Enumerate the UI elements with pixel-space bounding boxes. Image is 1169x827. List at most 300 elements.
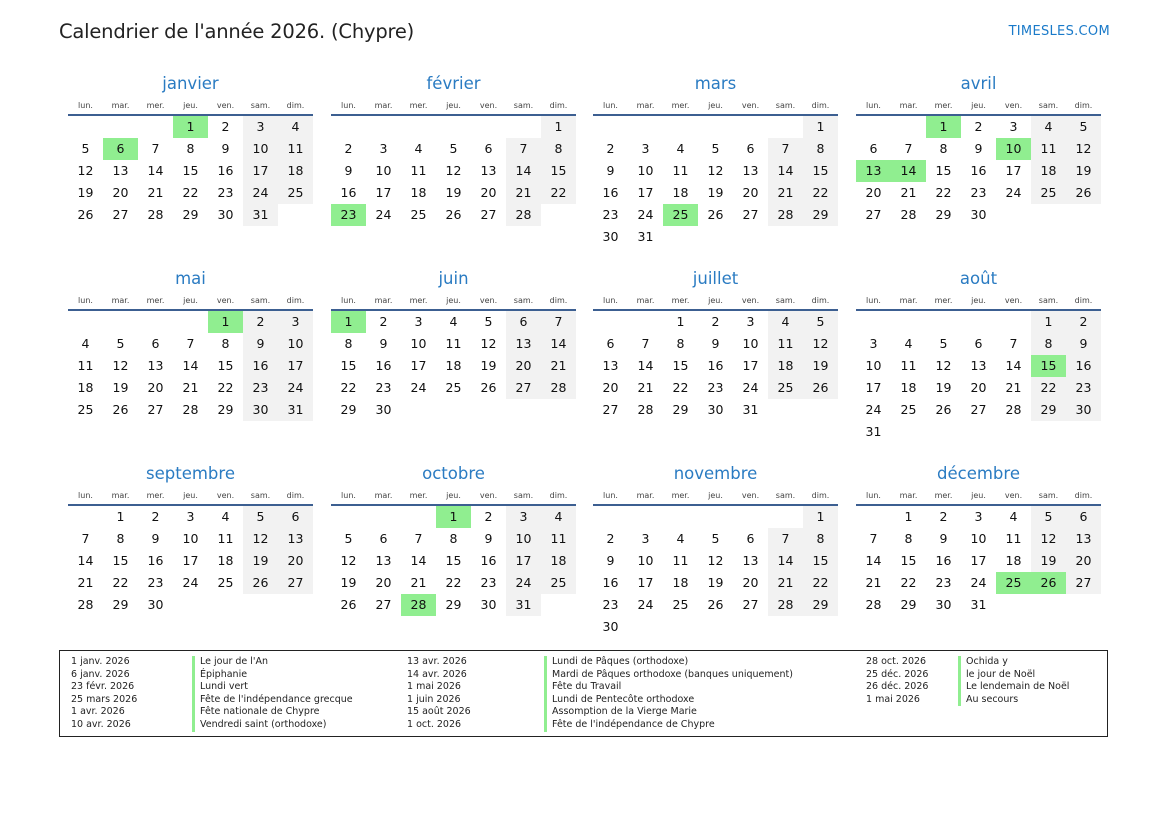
month-title: décembre: [937, 464, 1020, 483]
weekday-label: ven.: [741, 100, 760, 110]
weekday-label: jeu.: [971, 100, 986, 110]
day-cell: 4: [221, 509, 230, 524]
weekday-label: lun.: [866, 490, 881, 500]
empty-cell: [366, 116, 401, 138]
day-cell: 21: [1005, 380, 1022, 395]
day-cell: 28: [77, 597, 94, 612]
day-cell: 1: [541, 116, 576, 138]
day-cell: 28: [1005, 402, 1022, 417]
day-cell: 14: [637, 358, 654, 373]
empty-cell: [103, 116, 138, 138]
weekday-header: [593, 291, 838, 309]
weekday-label: ven.: [1004, 295, 1023, 305]
empty-cell: [68, 311, 103, 333]
empty-cell: [401, 116, 436, 138]
day-cell: 17: [637, 575, 654, 590]
day-cell: 13: [602, 358, 619, 373]
day-cell: 3: [869, 336, 878, 351]
day-cell: 12: [803, 333, 838, 355]
day-cell: 16: [935, 553, 952, 568]
day-cell: 17: [506, 550, 541, 572]
holiday-day-cell: 1: [926, 116, 961, 138]
day-cell: 8: [221, 336, 230, 351]
weekday-label: dim.: [286, 100, 305, 110]
day-cell: 7: [186, 336, 195, 351]
day-cell: 14: [506, 160, 541, 182]
day-cell: 16: [1066, 355, 1101, 377]
day-cell: 15: [900, 553, 917, 568]
empty-cell: [68, 506, 103, 528]
day-cell: 16: [480, 553, 497, 568]
day-cell: 9: [606, 163, 615, 178]
day-cell: 30: [1066, 399, 1101, 421]
day-cell: 22: [217, 380, 234, 395]
day-cell: 6: [1066, 506, 1101, 528]
holiday-day-cell: 28: [401, 594, 436, 616]
day-cell: 18: [1031, 160, 1066, 182]
empty-cell: [698, 116, 733, 138]
day-cell: 26: [445, 207, 462, 222]
legend-date: 1 juin 2026: [407, 693, 461, 705]
day-cell: 11: [278, 138, 313, 160]
day-cell: 26: [707, 597, 724, 612]
weekday-label: mer.: [409, 295, 428, 305]
day-cell: 27: [147, 402, 164, 417]
day-cell: 29: [803, 594, 838, 616]
weekday-label: jeu.: [183, 100, 198, 110]
weekday-label: lun.: [78, 295, 93, 305]
day-cell: 9: [221, 141, 230, 156]
day-cell: 31: [742, 402, 759, 417]
day-cell: 8: [803, 138, 838, 160]
day-cell: 26: [340, 597, 357, 612]
site-link[interactable]: TIMESLES.COM: [1008, 24, 1110, 39]
day-cell: 14: [182, 358, 199, 373]
day-cell: 16: [970, 163, 987, 178]
day-cell: 18: [410, 185, 427, 200]
day-cell: 29: [1031, 399, 1066, 421]
day-cell: 10: [865, 358, 882, 373]
day-cell: 24: [243, 182, 278, 204]
empty-cell: [506, 116, 541, 138]
day-cell: 17: [637, 185, 654, 200]
day-cell: 29: [340, 402, 357, 417]
day-cell: 31: [637, 229, 654, 244]
day-cell: 26: [935, 402, 952, 417]
day-cell: 2: [1066, 311, 1101, 333]
empty-cell: [996, 311, 1031, 333]
empty-cell: [768, 506, 803, 528]
day-cell: 10: [742, 336, 759, 351]
day-cell: 22: [340, 380, 357, 395]
page-title: Calendrier de l'année 2026. (Chypre): [59, 20, 415, 43]
day-cell: 6: [506, 311, 541, 333]
day-cell: 25: [768, 377, 803, 399]
day-cell: 23: [243, 377, 278, 399]
weekday-label: ven.: [741, 490, 760, 500]
month-block: [331, 268, 576, 421]
day-cell: 15: [340, 358, 357, 373]
weekday-label: ven.: [1004, 490, 1023, 500]
day-cell: 2: [606, 531, 615, 546]
day-cell: 3: [379, 141, 388, 156]
day-grid: [593, 506, 838, 638]
day-cell: 29: [217, 402, 234, 417]
day-cell: 22: [541, 182, 576, 204]
weekday-label: sam.: [775, 490, 796, 500]
weekday-label: mer.: [146, 295, 165, 305]
weekday-label: dim.: [1074, 490, 1093, 500]
day-cell: 29: [112, 597, 129, 612]
day-cell: 30: [935, 597, 952, 612]
legend-dates-column: [866, 656, 928, 706]
day-cell: 23: [707, 380, 724, 395]
day-cell: 20: [278, 550, 313, 572]
day-cell: 20: [1066, 550, 1101, 572]
weekday-label: lun.: [78, 490, 93, 500]
empty-cell: [401, 506, 436, 528]
day-cell: 20: [147, 380, 164, 395]
weekday-label: jeu.: [183, 490, 198, 500]
day-cell: 19: [707, 185, 724, 200]
day-cell: 24: [970, 575, 987, 590]
month-title: mai: [175, 269, 206, 288]
day-cell: 31: [865, 424, 882, 439]
empty-cell: [628, 116, 663, 138]
day-cell: 4: [414, 141, 423, 156]
weekday-header: [593, 486, 838, 504]
day-cell: 22: [182, 185, 199, 200]
day-cell: 24: [865, 402, 882, 417]
month-block: [331, 463, 576, 616]
day-cell: 27: [480, 207, 497, 222]
day-cell: 10: [278, 333, 313, 355]
day-cell: 17: [243, 160, 278, 182]
day-cell: 21: [900, 185, 917, 200]
empty-cell: [663, 116, 698, 138]
day-cell: 6: [151, 336, 160, 351]
legend-holiday-name: Fête de l'indépendance grecque: [192, 694, 353, 707]
day-cell: 17: [278, 355, 313, 377]
day-cell: 9: [711, 336, 720, 351]
day-cell: 18: [672, 185, 689, 200]
legend-holiday-name: Épiphanie: [192, 669, 353, 682]
day-cell: 21: [182, 380, 199, 395]
day-cell: 27: [865, 207, 882, 222]
day-cell: 14: [1005, 358, 1022, 373]
day-cell: 28: [768, 204, 803, 226]
day-cell: 3: [414, 314, 423, 329]
day-cell: 31: [243, 204, 278, 226]
day-cell: 8: [1031, 333, 1066, 355]
day-cell: 28: [865, 597, 882, 612]
day-cell: 14: [768, 160, 803, 182]
weekday-label: sam.: [513, 295, 534, 305]
day-cell: 5: [243, 506, 278, 528]
day-cell: 4: [81, 336, 90, 351]
holiday-day-cell: 13: [856, 160, 891, 182]
day-cell: 19: [480, 358, 497, 373]
day-cell: 12: [340, 553, 357, 568]
day-cell: 18: [1005, 553, 1022, 568]
day-cell: 28: [541, 377, 576, 399]
day-cell: 6: [484, 141, 493, 156]
weekday-label: lun.: [603, 295, 618, 305]
day-cell: 4: [541, 506, 576, 528]
empty-cell: [961, 311, 996, 333]
day-cell: 8: [449, 531, 458, 546]
day-cell: 28: [768, 594, 803, 616]
weekday-label: mer.: [409, 100, 428, 110]
day-cell: 22: [112, 575, 129, 590]
empty-cell: [733, 506, 768, 528]
empty-cell: [173, 311, 208, 333]
day-cell: 11: [672, 553, 689, 568]
weekday-label: jeu.: [446, 100, 461, 110]
day-cell: 20: [602, 380, 619, 395]
day-cell: 15: [935, 163, 952, 178]
day-cell: 6: [746, 141, 755, 156]
day-cell: 21: [147, 185, 164, 200]
day-cell: 15: [112, 553, 129, 568]
legend-holiday-name: Fête nationale de Chypre: [192, 706, 353, 719]
day-cell: 22: [445, 575, 462, 590]
day-cell: 13: [742, 553, 759, 568]
day-cell: 18: [541, 550, 576, 572]
day-cell: 3: [1009, 119, 1018, 134]
day-cell: 9: [379, 336, 388, 351]
weekday-label: dim.: [811, 100, 830, 110]
day-cell: 2: [243, 311, 278, 333]
day-cell: 7: [869, 531, 878, 546]
weekday-label: dim.: [1074, 295, 1093, 305]
empty-cell: [138, 311, 173, 333]
day-cell: 20: [970, 380, 987, 395]
day-cell: 23: [480, 575, 497, 590]
day-cell: 11: [900, 358, 917, 373]
day-cell: 11: [768, 333, 803, 355]
empty-cell: [698, 506, 733, 528]
day-cell: 27: [506, 377, 541, 399]
weekday-label: mer.: [934, 100, 953, 110]
day-cell: 17: [970, 553, 987, 568]
empty-cell: [856, 311, 891, 333]
legend-date: 25 mars 2026: [71, 693, 138, 705]
weekday-label: mer.: [934, 295, 953, 305]
day-cell: 30: [147, 597, 164, 612]
legend-holiday-name: Le lendemain de Noël: [958, 681, 1069, 694]
day-cell: 20: [480, 185, 497, 200]
day-cell: 26: [803, 377, 838, 399]
day-cell: 5: [1031, 506, 1066, 528]
legend-date: 10 avr. 2026: [71, 718, 131, 730]
day-cell: 11: [445, 336, 462, 351]
weekday-label: mar.: [636, 295, 655, 305]
day-cell: 4: [1031, 116, 1066, 138]
day-cell: 25: [445, 380, 462, 395]
legend-holiday-name: Lundi vert: [192, 681, 353, 694]
day-cell: 2: [221, 119, 230, 134]
day-grid: [68, 311, 313, 421]
day-cell: 9: [1066, 333, 1101, 355]
day-cell: 4: [676, 531, 685, 546]
holiday-day-cell: 10: [996, 138, 1031, 160]
day-cell: 7: [81, 531, 90, 546]
day-cell: 29: [672, 402, 689, 417]
day-cell: 18: [278, 160, 313, 182]
weekday-label: ven.: [216, 100, 235, 110]
day-cell: 27: [742, 597, 759, 612]
day-cell: 9: [243, 333, 278, 355]
empty-cell: [593, 506, 628, 528]
day-cell: 26: [77, 207, 94, 222]
legend-names-column: [958, 656, 1069, 706]
day-cell: 23: [970, 185, 987, 200]
month-title: juillet: [692, 269, 739, 288]
weekday-label: lun.: [341, 100, 356, 110]
weekday-label: ven.: [479, 295, 498, 305]
day-cell: 24: [742, 380, 759, 395]
day-cell: 18: [900, 380, 917, 395]
day-cell: 13: [970, 358, 987, 373]
day-cell: 8: [186, 141, 195, 156]
weekday-label: lun.: [866, 295, 881, 305]
day-cell: 21: [865, 575, 882, 590]
day-cell: 1: [803, 116, 838, 138]
empty-cell: [628, 506, 663, 528]
weekday-label: ven.: [216, 295, 235, 305]
day-cell: 24: [637, 207, 654, 222]
day-cell: 15: [182, 163, 199, 178]
day-cell: 11: [1005, 531, 1022, 546]
day-cell: 3: [506, 506, 541, 528]
holiday-day-cell: 1: [331, 311, 366, 333]
day-cell: 10: [637, 553, 654, 568]
weekday-label: mar.: [636, 100, 655, 110]
day-cell: 27: [112, 207, 129, 222]
weekday-label: jeu.: [708, 100, 723, 110]
day-grid: [331, 311, 576, 421]
weekday-label: mer.: [671, 295, 690, 305]
day-cell: 5: [81, 141, 90, 156]
day-cell: 15: [672, 358, 689, 373]
day-cell: 7: [1009, 336, 1018, 351]
day-cell: 20: [506, 355, 541, 377]
day-cell: 5: [1066, 116, 1101, 138]
day-grid: [68, 506, 313, 616]
day-cell: 20: [112, 185, 129, 200]
day-cell: 5: [711, 141, 720, 156]
day-cell: 31: [506, 594, 541, 616]
day-cell: 3: [641, 141, 650, 156]
day-cell: 21: [768, 572, 803, 594]
weekday-label: mar.: [111, 490, 130, 500]
day-cell: 24: [1005, 185, 1022, 200]
weekday-header: [856, 96, 1101, 114]
legend-dates-column: [407, 656, 471, 732]
day-cell: 7: [904, 141, 913, 156]
empty-cell: [593, 311, 628, 333]
day-cell: 9: [939, 531, 948, 546]
holiday-day-cell: 25: [663, 204, 698, 226]
day-cell: 13: [112, 163, 129, 178]
day-cell: 21: [768, 182, 803, 204]
day-cell: 6: [974, 336, 983, 351]
day-cell: 5: [449, 141, 458, 156]
day-cell: 12: [935, 358, 952, 373]
day-cell: 7: [768, 138, 803, 160]
weekday-label: lun.: [866, 100, 881, 110]
day-grid: [593, 311, 838, 421]
day-cell: 3: [746, 314, 755, 329]
weekday-label: ven.: [479, 100, 498, 110]
day-cell: 18: [445, 358, 462, 373]
day-cell: 16: [340, 185, 357, 200]
empty-cell: [471, 116, 506, 138]
day-cell: 29: [935, 207, 952, 222]
day-cell: 24: [637, 597, 654, 612]
day-cell: 12: [707, 553, 724, 568]
day-cell: 22: [803, 572, 838, 594]
weekday-label: ven.: [741, 295, 760, 305]
empty-cell: [891, 116, 926, 138]
legend-date: 6 janv. 2026: [71, 668, 130, 680]
day-cell: 2: [379, 314, 388, 329]
day-cell: 13: [506, 333, 541, 355]
day-cell: 25: [410, 207, 427, 222]
month-block: [593, 268, 838, 421]
day-cell: 12: [243, 528, 278, 550]
weekday-label: lun.: [341, 295, 356, 305]
month-title: octobre: [422, 464, 485, 483]
day-cell: 4: [676, 141, 685, 156]
day-cell: 6: [606, 336, 615, 351]
day-cell: 5: [711, 531, 720, 546]
empty-cell: [926, 311, 961, 333]
day-cell: 25: [278, 182, 313, 204]
holiday-day-cell: 6: [103, 138, 138, 160]
legend-holiday-name: Le jour de l'An: [192, 656, 353, 669]
day-cell: 11: [541, 528, 576, 550]
day-cell: 22: [672, 380, 689, 395]
weekday-label: sam.: [1038, 100, 1059, 110]
day-cell: 28: [147, 207, 164, 222]
day-cell: 30: [375, 402, 392, 417]
day-cell: 22: [1031, 377, 1066, 399]
day-cell: 30: [217, 207, 234, 222]
legend-holiday-name: Fête du Travail: [544, 681, 793, 694]
day-cell: 26: [707, 207, 724, 222]
day-cell: 19: [243, 550, 278, 572]
day-cell: 1: [676, 314, 685, 329]
day-cell: 13: [375, 553, 392, 568]
day-cell: 8: [939, 141, 948, 156]
day-cell: 10: [410, 336, 427, 351]
weekday-label: sam.: [1038, 490, 1059, 500]
month-block: [593, 463, 838, 638]
day-cell: 4: [278, 116, 313, 138]
day-cell: 19: [803, 355, 838, 377]
day-cell: 22: [900, 575, 917, 590]
empty-cell: [856, 116, 891, 138]
day-cell: 7: [151, 141, 160, 156]
day-cell: 20: [742, 575, 759, 590]
day-cell: 5: [803, 311, 838, 333]
day-cell: 15: [803, 550, 838, 572]
day-cell: 19: [1031, 550, 1066, 572]
day-cell: 16: [217, 163, 234, 178]
holiday-legend: [59, 650, 1108, 737]
